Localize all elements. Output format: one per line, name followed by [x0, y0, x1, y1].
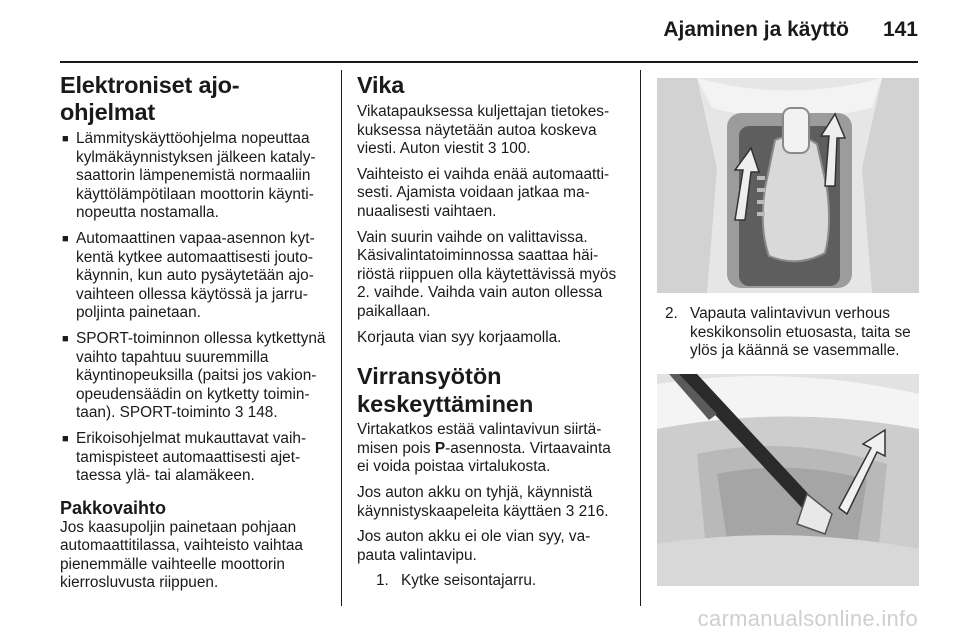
column-2	[357, 72, 623, 591]
step-number: 1.	[376, 572, 389, 590]
gear-selector-illustration	[657, 78, 919, 293]
bullet-icon: ■	[62, 332, 69, 345]
power-text-1-b: -asennosta. Virtaavainta ei voida poistaa virtalukosta.	[357, 439, 611, 476]
console-trim-photo	[657, 374, 919, 586]
program-list	[60, 130, 328, 486]
heading-fault: Vika	[357, 72, 405, 98]
step-text: Kytke seisontajarru.	[401, 572, 537, 590]
gear-selector-photo	[657, 78, 919, 293]
power-text-1	[357, 421, 623, 477]
heading-power-interruption: Virransyötön keskeyttäminen	[357, 363, 534, 418]
header-rule	[60, 61, 918, 63]
column-divider-1	[341, 70, 342, 606]
list-item-text: SPORT-toiminnon ollessa kytkettynä vaihto tapahtuu suuremmilla käyntinopeuksilla (paitsi jos vakionopeudensäädin on kytketty toimintaan). SPORT-toiminto 3 148.	[76, 329, 326, 422]
list-item-text: Erikoisohjelmat mukauttavat vaihtamispisteet automaattisesti ajettaessa ylä- tai alamäkeen.	[76, 429, 307, 485]
heading-kickdown: Pakkovaihto	[60, 497, 167, 518]
heading-electronic-programs: Elektroniset ajo-ohjelmat	[60, 72, 240, 125]
running-header	[663, 18, 918, 48]
bullet-icon: ■	[62, 232, 69, 245]
fault-text-4: Korjauta vian syy korjaamolla.	[357, 328, 562, 346]
fault-text-1: Vikatapauksessa kuljettajan tietokeskuksessa näytetään autoa koskeva viesti. Auton viestit 3 100.	[357, 103, 610, 158]
list-item	[60, 330, 328, 423]
list-item	[60, 430, 328, 486]
column-divider-2	[640, 70, 641, 606]
bullet-icon: ■	[62, 133, 69, 145]
step-number: 2.	[665, 305, 678, 322]
section-title: Ajaminen ja käyttö	[663, 18, 849, 41]
power-text-2: Jos auton akku on tyhjä, käynnistä käynnistyskaapeleita käyttäen 3 216.	[357, 483, 609, 520]
watermark-text: carmanualsonline.info	[697, 606, 918, 631]
list-item	[60, 230, 328, 323]
page-number: 141	[882, 18, 918, 41]
list-item	[60, 130, 328, 223]
step-list-2	[657, 305, 919, 361]
fault-text-2: Vaihteisto ei vaihda enää automaattisesti. Ajamista voidaan jatkaa manuaalisesti vaihtaen.	[357, 165, 610, 220]
list-item-text: Lämmityskäyttöohjelma nopeuttaa kylmäkäynnistyksen jälkeen katalysaattorin lämpenemistä normaaliin käyttölämpötilaan moottorin käyntinopeutta nostamalla.	[76, 130, 316, 222]
column-1	[60, 72, 328, 600]
column-3	[657, 74, 919, 586]
step-item	[665, 305, 919, 361]
power-text-1-a: Virtakatkos estää valintavivun siirtämisen pois	[357, 421, 602, 457]
step-item	[376, 572, 623, 591]
power-text-3: Jos auton akku ei ole vian syy, vapauta valintavipu.	[357, 528, 591, 564]
step-text: Vapauta valintavivun verhous keskikonsolin etuosasta, taita se ylös ja käännä se vasemmalle.	[690, 305, 911, 360]
step-list-1	[357, 572, 623, 591]
bullet-icon: ■	[62, 432, 69, 445]
list-item-text: Automaattinen vapaa-asennon kytkentä kytkee automaattisesti joutokäynnin, kun auto pysäytetään ajovaihteen ollessa käytössä ja jarrupoljinta painetaan.	[76, 229, 315, 322]
fault-text-3: Vain suurin vaihde on valittavissa. Käsivalintatoiminnossa saattaa häiriöstä riippuen olla käytettävissä myös 2. vaihde. Vaihda vain auton ollessa paikallaan.	[357, 228, 617, 320]
park-position-label: P	[434, 439, 446, 457]
kickdown-text: Jos kaasupoljin painetaan pohjaan automaattitilassa, vaihteisto vaihtaa pienemmälle vaihteelle moottorin kierrosluvusta riippuen.	[60, 518, 303, 592]
console-trim-illustration	[657, 374, 919, 586]
